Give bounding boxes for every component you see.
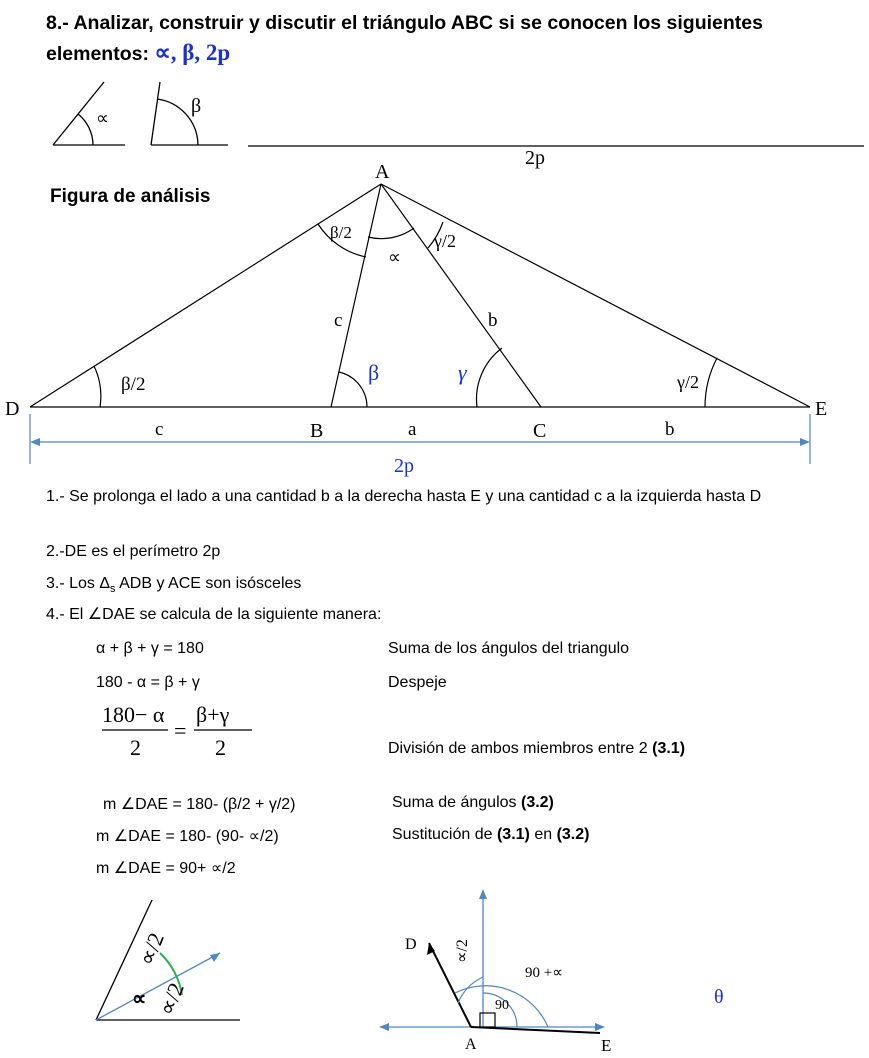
equals-sign: = <box>174 718 187 743</box>
title-text: 8.- Analizar, construir y discutir el triángulo ABC si se conocen los siguientes elementos: <box>46 12 763 65</box>
side-c-label: c <box>334 310 343 331</box>
frac-left-numerator: 180− α <box>102 702 165 727</box>
bisector-half-top: ∝/2 <box>133 929 169 969</box>
beta-symbol: β <box>191 95 202 117</box>
theta-symbol: θ <box>714 986 724 1008</box>
given-elements: ∝, β, 2p <box>154 40 231 65</box>
dim-arrow-left <box>30 438 40 446</box>
note-sum-angles: Suma de ángulos (3.2) <box>392 794 554 811</box>
dim-arrow-right <box>800 438 810 446</box>
beta-half-A-label: β/2 <box>330 223 352 242</box>
ninety-plus-label: 90 +∝ <box>525 965 563 981</box>
point-E-label: E <box>601 1036 612 1055</box>
arc-D <box>94 366 101 407</box>
note-division: División de ambos miembros entre 2 (3.1) <box>388 740 686 757</box>
beta-half-D-label: β/2 <box>121 374 146 395</box>
analysis-heading: Figura de análisis <box>50 186 211 207</box>
note-angle-sum: Suma de los ángulos del triangulo <box>388 640 630 657</box>
equation-result: m ∠DAE = 90+ ∝/2 <box>96 860 236 877</box>
alpha-symbol: ∝ <box>96 108 109 128</box>
ninety-label: 90 <box>495 998 509 1013</box>
problem-title <box>46 8 846 69</box>
side-b-label: b <box>488 310 498 331</box>
axis-arrow-right <box>595 1023 605 1031</box>
equation-despeje: 180 - α = β + γ <box>96 674 200 691</box>
angle-DAE-figure <box>375 885 625 1058</box>
axis-arrow-up <box>479 889 487 899</box>
vertex-E-label: E <box>815 398 828 420</box>
axis-arrow-left <box>379 1023 389 1031</box>
segment-b-label: b <box>665 419 675 440</box>
side-a-label: a <box>408 419 417 440</box>
frac-right-denominator: 2 <box>215 735 226 760</box>
side-AD <box>30 184 381 407</box>
arc-A-middle <box>368 228 414 239</box>
fraction-equation <box>100 698 260 762</box>
equation-angle-sum: α + β + γ = 180 <box>96 640 204 657</box>
perimeter-dim-label: 2p <box>394 455 414 477</box>
side-AE <box>381 184 810 407</box>
vertex-A-label: A <box>375 161 390 183</box>
step-3: 3.- Los $\Delta_s$ ADB y ACE son isósceles <box>46 575 302 596</box>
alpha-A-label: ∝ <box>388 247 401 267</box>
segment-c-label: c <box>155 419 164 440</box>
vertex-B-label: B <box>310 420 324 442</box>
ray-AE <box>471 1027 600 1033</box>
frac-right-numerator: β+γ <box>196 702 230 727</box>
point-A-label: A <box>465 1036 477 1053</box>
beta-side-line <box>151 82 160 145</box>
vertex-C-label: C <box>533 420 547 442</box>
arc-C <box>477 348 502 407</box>
half-alpha-label: ∝/2 <box>454 939 471 963</box>
step-2: 2.-DE es el perímetro 2p <box>46 543 221 560</box>
step-1: 1.- Se prolonga el lado a una cantidad b a la derecha hasta E y una cantidad c a la izquierda hasta D <box>46 488 762 505</box>
alpha-arc <box>78 114 93 145</box>
arc-B <box>339 372 367 407</box>
right-angle-mark <box>480 1013 495 1027</box>
analysis-figure <box>0 150 869 480</box>
frac-left-denominator: 2 <box>130 735 141 760</box>
equation-sum-angles: m ∠DAE = 180- (β/2 + γ/2) <box>103 796 296 813</box>
beta-B-label: β <box>368 360 380 385</box>
note-despeje: Despeje <box>388 674 447 691</box>
bisector-arrow <box>210 953 220 962</box>
step-4: 4.- El ∠DAE se calcula de la siguiente manera: <box>46 606 382 623</box>
bisector-figure <box>80 895 260 1055</box>
perimeter-label: 2p <box>525 147 545 169</box>
gamma-half-A-label: γ/2 <box>434 231 456 251</box>
note-substitution: Sustitución de (3.1) en (3.2) <box>392 826 590 843</box>
point-D-label: D <box>405 936 417 953</box>
gamma-half-E-label: γ/2 <box>677 372 699 392</box>
bisector-alpha-label: ∝ <box>132 988 147 1010</box>
vertex-D-label: D <box>5 398 20 420</box>
equation-substitution: m ∠DAE = 180- (90- ∝/2) <box>96 828 279 845</box>
gamma-C-label: γ <box>458 360 467 385</box>
bisector-half-bottom: ∝/2 <box>153 979 189 1019</box>
arc-E <box>705 358 717 407</box>
